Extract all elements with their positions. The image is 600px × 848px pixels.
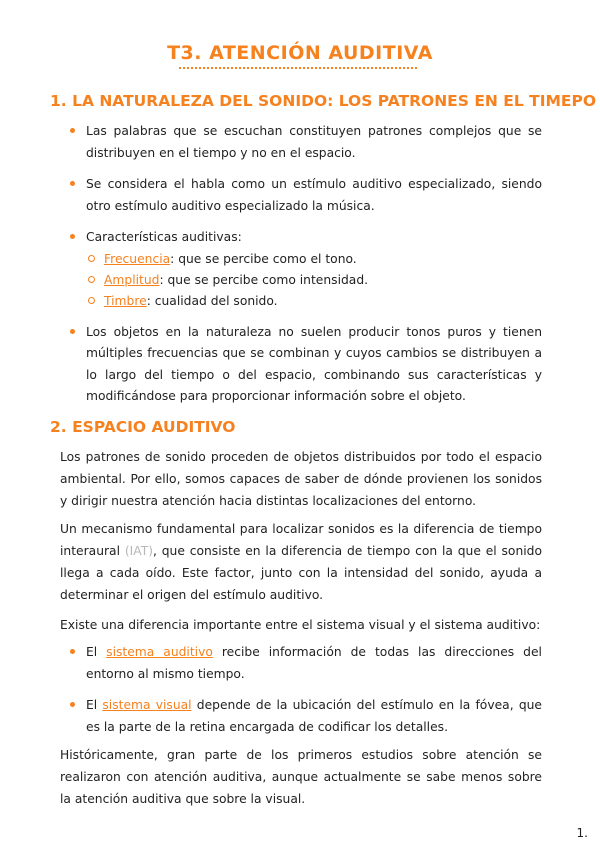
sub-list-item: Frecuencia: que se percibe como el tono.: [86, 249, 542, 270]
list-item: Las palabras que se escuchan constituyen patrones complejos que se distribuyen en el tiempo y no en el espacio.: [68, 121, 542, 164]
section-1-list: [68, 121, 542, 418]
term-timbre: Timbre: [104, 293, 147, 308]
list-item: El sistema auditivo recibe información de todas las direcciones del entorno al mismo tiempo.: [68, 642, 542, 685]
title-dotted-underline: [179, 67, 417, 69]
sub-list-item: Amplitud: que se percibe como intensidad.: [86, 270, 542, 291]
term-sistema-visual: sistema visual: [102, 698, 192, 712]
list-item: El sistema visual depende de la ubicación del estímulo en la fóvea, que es la parte de la retina encargada de codificar los detalles.: [68, 695, 542, 738]
term-sistema-auditivo: sistema auditivo: [106, 645, 213, 659]
paragraph: Existe una diferencia importante entre el sistema visual y el sistema auditivo:: [60, 618, 541, 632]
page-number: 1.: [576, 826, 588, 840]
list-item: Los objetos en la naturaleza no suelen producir tonos puros y tienen múltiples frecuencias que se combinan y cuyos cambios se distribuyen a lo largo del tiempo o del espacio, combinando sus características y modificándose para proporcionar información sobre el objeto.: [68, 322, 542, 408]
paragraph: Un mecanismo fundamental para localizar sonidos es la diferencia de tiempo interaural (IAT), que consiste en la diferencia de tiempo con la que el sonido llega a cada oído. Este factor, junto con la intensidad del sonido, ayuda a determinar el origen del estímulo auditivo.: [60, 522, 542, 602]
term-amplitud: Amplitud: [104, 272, 160, 287]
section-2-heading: 2. ESPACIO AUDITIVO: [50, 418, 236, 436]
list-item: Se considera el habla como un estímulo auditivo especializado, siendo otro estímulo auditivo especializado la música.: [68, 174, 542, 217]
paragraph: Los patrones de sonido proceden de objetos distribuidos por todo el espacio ambiental. Por ello, somos capaces de saber de dónde provienen los sonidos y dirigir nuestra atención hacia distintas localizaciones del entorno.: [60, 450, 542, 508]
auditory-characteristics-list: [86, 249, 542, 312]
page-title: T3. ATENCIÓN AUDITIVA: [167, 42, 433, 64]
sub-list-item: Timbre: cualidad del sonido.: [86, 291, 542, 312]
term-frecuencia: Frecuencia: [104, 251, 171, 266]
section-2-list: [68, 642, 542, 748]
section-1-heading: 1. LA NATURALEZA DEL SONIDO: LOS PATRONES EN EL TIMEPO: [50, 92, 597, 110]
paragraph: Históricamente, gran parte de los primeros estudios sobre atención se realizaron con atención auditiva, aunque actualmente se sabe menos sobre la atención auditiva que sobre la visual.: [60, 748, 542, 806]
abbreviation-iat: (IAT): [124, 544, 154, 558]
list-item: Características auditivas: Frecuencia: que se percibe como el tono. Amplitud: que se percibe como intensidad. Timbre: cualidad del sonido.: [68, 227, 542, 312]
